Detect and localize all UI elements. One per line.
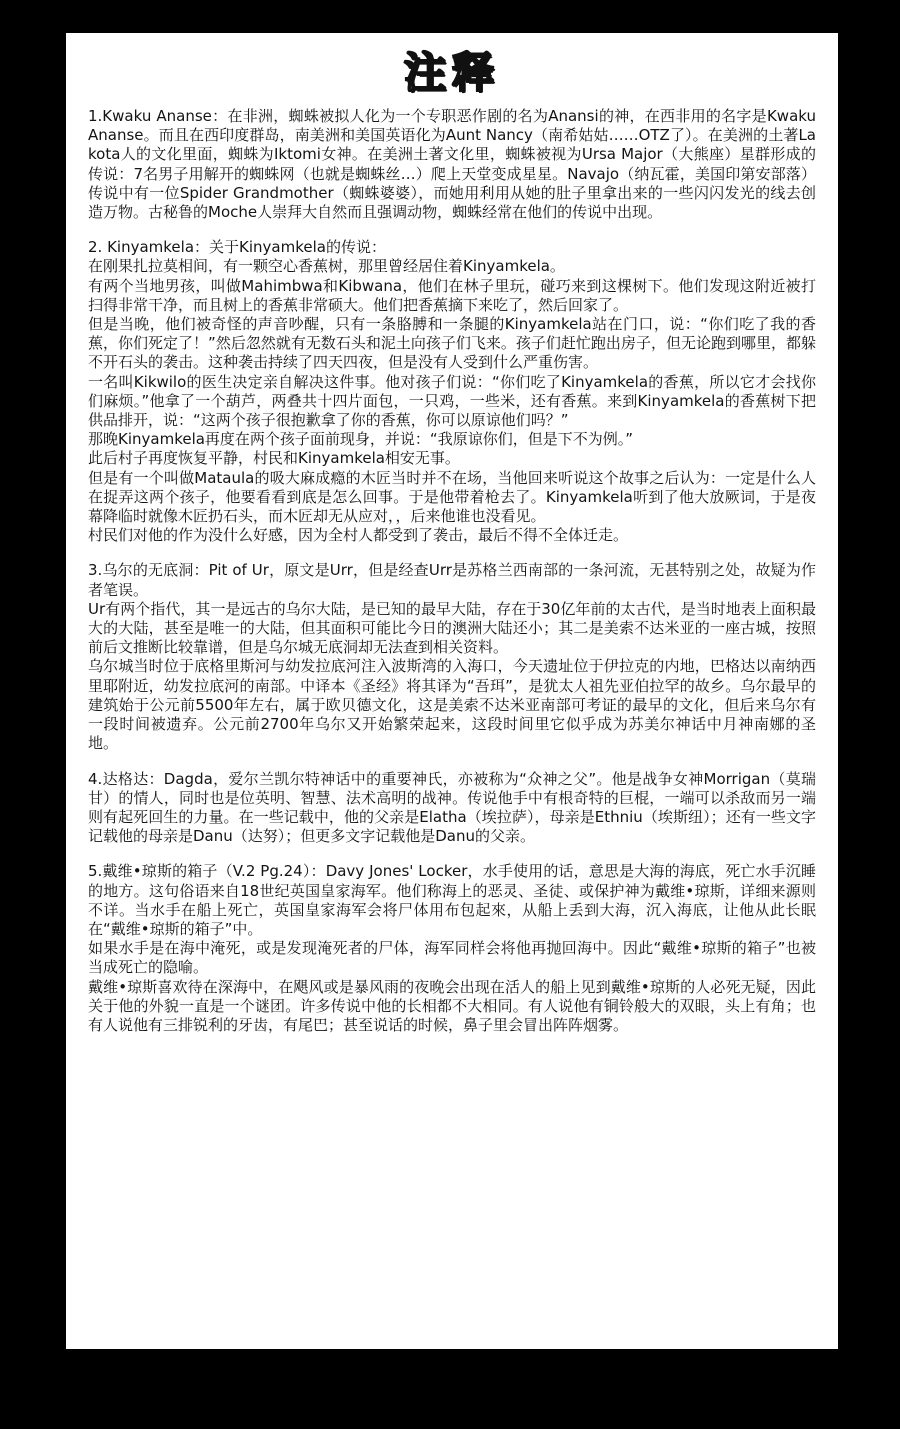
note-paragraph: 5.戴维•琼斯的箱子（V.2 Pg.24）：Davy Jones' Locker，水手使用的话，意思是大海的海底，死亡水手沉睡的地方。这句俗语来自18世纪英国皇家海军。他们称海上的恶灵、圣徒、或保护神为戴维•琼斯，详细来源则不详。当水手在船上死亡，英国皇家海军会将尸体用布包起來，从船上丢到大海，沉入海底，让他从此长眠在“戴维•琼斯的箱子”中。 xyxy=(88,862,816,938)
note-paragraph: 3.乌尔的无底洞：Pit of Ur，原文是Urr，但是经查Urr是苏格兰西南部的一条河流，无甚特别之处，故疑为作者笔误。 xyxy=(88,561,816,599)
note-5 xyxy=(88,862,816,1035)
note-paragraph: 2. Kinyamkela：关于Kinyamkela的传说： xyxy=(88,238,386,257)
note-paragraph: 在刚果扎拉莫相间，有一颗空心香蕉树，那里曾经居住着Kinyamkela。 xyxy=(88,257,565,276)
note-paragraph: 但是有一个叫做Mataula的吸大麻成瘾的木匠当时并不在场，当他回来听说这个故事之后认为：一定是什么人在捉弄这两个孩子，他要看看到底是怎么回事。于是他带着枪去了。Kinyamkela听到了他大放厥词，于是夜幕降临时就像木匠扔石头，而木匠却无从应对，，后来他谁也没看见。 xyxy=(88,468,816,526)
page-title: 注释 xyxy=(403,48,500,97)
note-paragraph: 如果水手是在海中淹死，或是发现淹死者的尸体，海军同样会将他再抛回海中。因此“戴维•琼斯的箱子”也被当成死亡的隐喻。 xyxy=(88,939,816,977)
note-3 xyxy=(88,561,816,753)
note-paragraph: 戴维•琼斯喜欢待在深海中，在飓风或是暴风雨的夜晚会出现在活人的船上见到戴维•琼斯的人必死无疑，因此关于他的外貌一直是一个谜团。许多传说中他的长相都不大相同。有人说他有铜铃般大的双眼，头上有角；也有人说他有三排锐利的牙齿，有尾巴；甚至说话的时候，鼻子里会冒出阵阵烟雾。 xyxy=(88,977,816,1034)
note-1 xyxy=(88,107,816,222)
note-paragraph: 4.达格达：Dagda，爱尔兰凯尔特神话中的重要神氏，亦被称为“众神之父”。他是战争女神Morrigan（莫瑞甘）的情人，同时也是位英明、智慧、法术高明的战神。传说他手中有根奇特的巨棍，一端可以杀敌而另一端则有起死回生的力量。在一些记载中，他的父亲是Elatha（埃拉萨），母亲是Ethniu（埃斯纽）；还有一些文字记载他的母亲是Danu（达努）；但更多文字记载他是Danu的父亲。 xyxy=(88,769,816,846)
note-paragraph: Ur有两个指代，其一是远古的乌尔大陆，是已知的最早大陆，存在于30亿年前的太古代，是当时地表上面积最大的大陆，甚至是唯一的大陆，但其面积可能比今日的澳洲大陆还小；其二是美索不达米亚的一座古城，按照前后文推断比较靠谱，但是乌尔城无底洞却无法查到相关资料。 xyxy=(88,599,816,657)
note-paragraph: 那晚Kinyamkela再度在两个孩子面前现身，并说：“我原谅你们，但是下不为例。” xyxy=(88,430,633,449)
note-paragraph: 乌尔城当时位于底格里斯河与幼发拉底河注入波斯湾的入海口，今天遗址位于伊拉克的内地，巴格达以南纳西里耶附近，幼发拉底河的南部。中译本《圣经》将其译为“吾珥”，是犹太人祖先亚伯拉罕的故乡。乌尔最早的建筑始于公元前5500年左右，属于欧贝德文化，这是美索不达米亚南部可考证的最早的文化，但后来乌尔有一段时间被遗弃。公元前2700年乌尔又开始繁荣起来，这段时间里它似乎成为苏美尔神话中月神南娜的圣地。 xyxy=(88,657,816,753)
note-paragraph: 此后村子再度恢复平静，村民和Kinyamkela相安无事。 xyxy=(88,449,460,468)
note-paragraph: 一名叫Kikwilo的医生决定亲自解决这件事。他对孩子们说：“你们吃了Kinyamkela的香蕉，所以它才会找你们麻烦。”他拿了一个葫芦，两叠共十四片面包，一只鸡，一些米，还有香蕉。来到Kinyamkela的香蕉树下把供品排开，说：“这两个孩子很抱歉拿了你的香蕉，你可以原谅他们吗？” xyxy=(88,372,816,430)
annotation-page xyxy=(66,33,838,1349)
note-4 xyxy=(88,770,816,847)
note-paragraph: 村民们对他的作为没什么好感，因为全村人都受到了袭击，最后不得不全体迁走。 xyxy=(88,526,629,545)
note-paragraph: 有两个当地男孩，叫做Mahimbwa和Kibwana，他们在林子里玩，碰巧来到这棵树下。他们发现这附近被打扫得非常干净，而且树上的香蕉非常硕大。他们把香蕉摘下来吃了，然后回家了。 xyxy=(88,276,816,314)
note-paragraph: 但是当晚，他们被奇怪的声音吵醒，只有一条胳膊和一条腿的Kinyamkela站在门口，说：“你们吃了我的香蕉，你们死定了！”然后忽然就有无数石头和泥土向孩子们飞来。孩子们赶忙跑出房子，但无论跑到哪里，都躲不开石头的袭击。这种袭击持续了四天四夜，但是没有人受到什么严重伤害。 xyxy=(88,315,816,372)
note-2 xyxy=(88,238,816,545)
note-paragraph: 1.Kwaku Ananse：在非洲，蜘蛛被拟人化为一个专职恶作剧的名为Anansi的神，在西非用的名字是Kwaku Ananse。而且在西印度群岛，南美洲和美国英语化为Aunt Nancy（南希姑姑……OTZ了）。在美洲的土著Lakota人的文化里面，蜘蛛为Iktomi女神。在美洲土著文化里，蜘蛛被视为Ursa Major（大熊座）星群形成的传说：7名男子用解开的蜘蛛网（也就是蜘蛛丝…）爬上天堂变成星星。Navajo（纳瓦霍，美国印第安部落）传说中有一位Spider Grandmother（蜘蛛婆婆），而她用利用从她的肚子里拿出来的一些闪闪发光的线去创造万物。古秘鲁的Moche人崇拜大自然而且强调动物，蜘蛛经常在他们的传说中出现。 xyxy=(88,107,816,222)
